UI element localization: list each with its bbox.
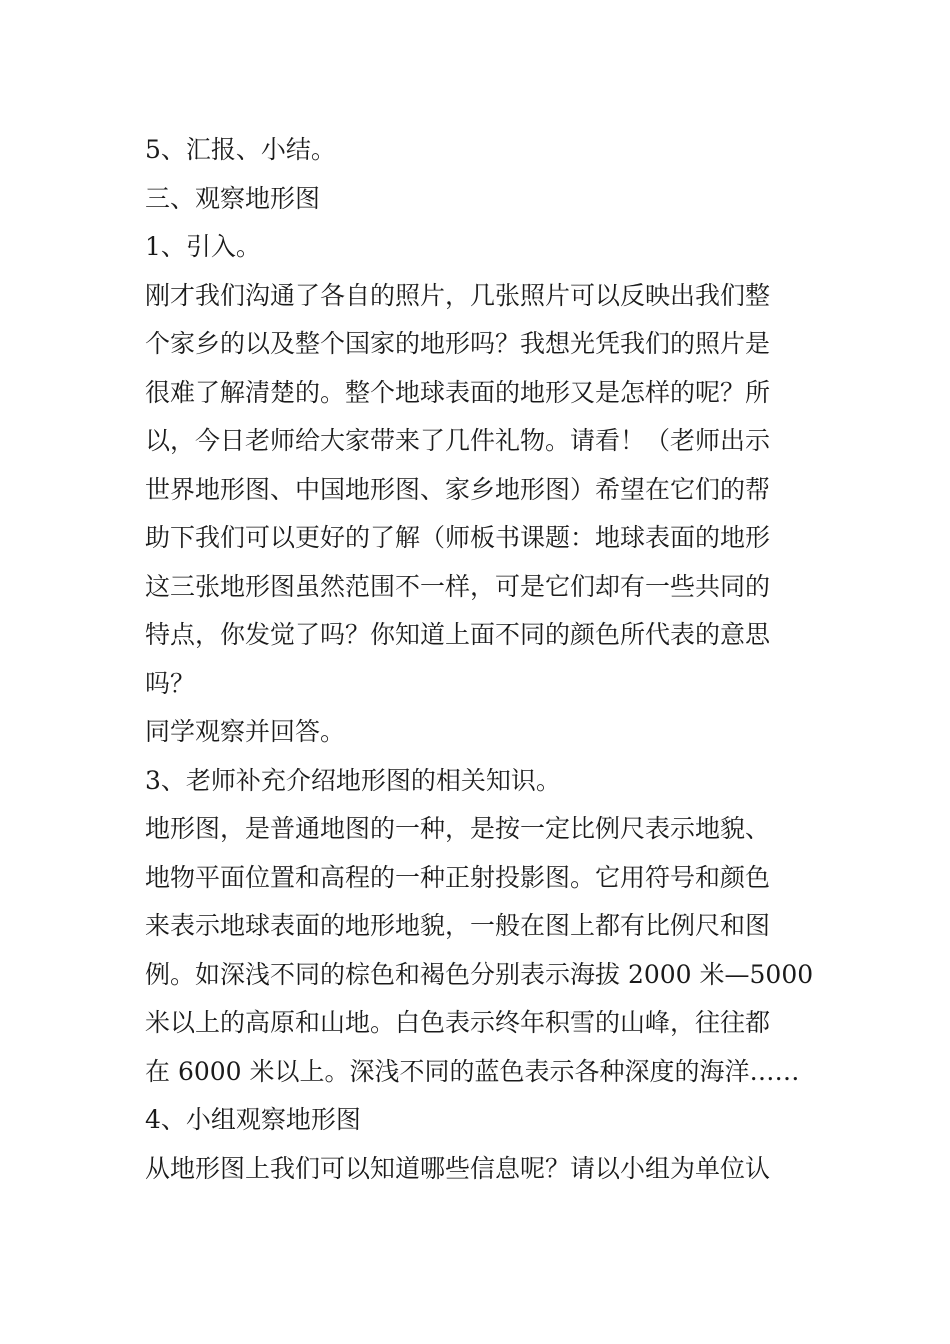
paragraph-line: 来表示地球表面的地形地貌，一般在图上都有比例尺和图	[145, 911, 771, 940]
section-heading-observe-map: 三、观察地形图	[145, 183, 321, 213]
paragraph-line: 地物平面位置和高程的一种正射投影图。它用符号和颜色	[145, 862, 771, 892]
step-heading-group-observe: 4、小组观察地形图	[145, 1105, 361, 1134]
paragraph-line: 地形图，是普通地图的一种，是按一定比例尺表示地貌、	[145, 814, 771, 843]
heading-report-summary: 5、汇报、小结。	[145, 135, 336, 164]
paragraph-line: 很难了解清楚的。整个地球表面的地形又是怎样的呢？所	[145, 377, 771, 407]
paragraph-line: 从地形图上我们可以知道哪些信息呢？请以小组为单位认	[145, 1153, 771, 1183]
paragraph-line: 在 6000 米以上。深浅不同的蓝色表示各种深度的海洋……	[145, 1056, 800, 1086]
paragraph-line: 个家乡的以及整个国家的地形吗？我想光凭我们的照片是	[145, 329, 771, 358]
paragraph-line: 例。如深浅不同的棕色和褐色分别表示海拔 2000 米—5000	[145, 959, 814, 989]
paragraph-line: 这三张地形图虽然范围不一样，可是它们却有一些共同的	[145, 571, 771, 601]
document-body	[145, 126, 814, 1193]
step-heading-introduction: 1、引入。	[145, 232, 261, 261]
paragraph-line: 以，今日老师给大家带来了几件礼物。请看！（老师出示	[145, 426, 771, 455]
paragraph-line: 助下我们可以更好的了解（师板书课题：地球表面的地形	[145, 523, 771, 552]
step-heading-teacher-supplement: 3、老师补充介绍地形图的相关知识。	[145, 765, 561, 795]
paragraph-line: 特点，你发觉了吗？你知道上面不同的颜色所代表的意思	[145, 620, 771, 649]
paragraph-line: 刚才我们沟通了各自的照片，几张照片可以反映出我们整	[145, 280, 771, 310]
paragraph-line: 吗？	[145, 668, 196, 698]
paragraph-line: 米以上的高原和山地。白色表示终年积雪的山峰，往往都	[145, 1008, 771, 1037]
paragraph-line: 世界地形图、中国地形图、家乡地形图）希望在它们的帮	[145, 474, 771, 504]
paragraph-students-answer: 同学观察并回答。	[145, 717, 346, 746]
